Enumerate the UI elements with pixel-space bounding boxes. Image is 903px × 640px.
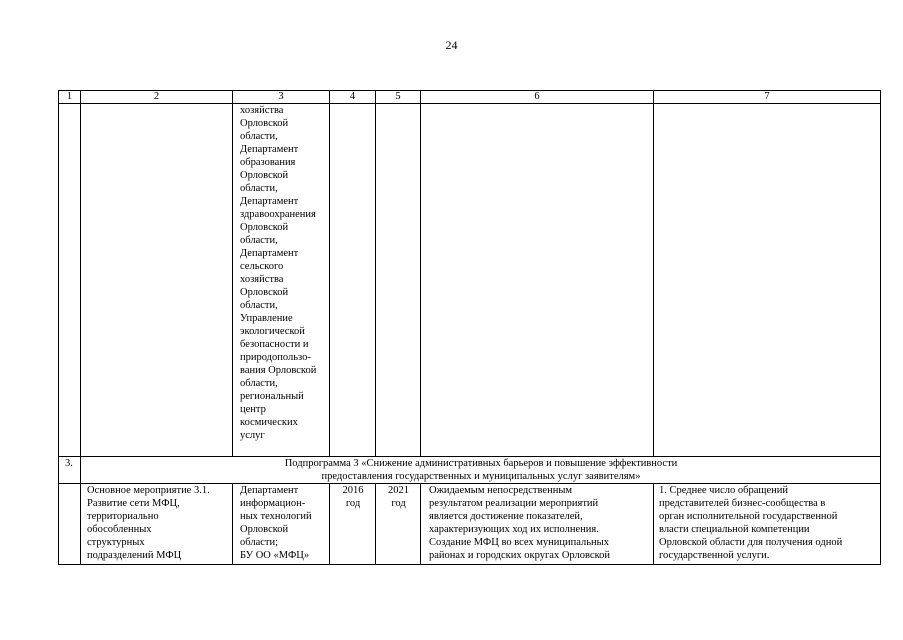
column-header-1: 1	[59, 91, 81, 104]
executor-line: хозяйства	[240, 105, 284, 116]
subprogram-title-line-2: предоставления государственных и муниципальных услуг заявителям»	[321, 471, 641, 482]
column-header-6: 6	[421, 91, 654, 104]
executor-line: Управление	[240, 313, 293, 324]
cont-cell-6	[421, 104, 654, 457]
activity-row	[59, 484, 881, 565]
executor-line: области,	[240, 300, 278, 311]
activity-end-year: 2021 год	[376, 484, 421, 565]
page-number: 24	[445, 38, 458, 52]
executor-line: безопасности и	[240, 339, 309, 350]
subprogram-title	[81, 457, 881, 484]
column-header-2: 2	[81, 91, 233, 104]
executor-line: экологической	[240, 326, 305, 337]
executor-line: здравоохранения	[240, 209, 316, 220]
column-header-4: 4	[330, 91, 376, 104]
executor-line: Департамент	[240, 248, 299, 259]
executor-line: области,	[240, 183, 278, 194]
activity-indicators: 1. Среднее число обращений представителей бизнес-сообщества в орган исполнительной государственной власти специальной компетенции Орловской области для получения одной государственной услуги.	[654, 484, 881, 565]
column-header-7: 7	[654, 91, 881, 104]
activity-name: Основное мероприятие 3.1. Развитие сети МФЦ, территориально обособленных структурных подразделений МФЦ	[81, 484, 233, 565]
executor-line: космических	[240, 417, 298, 428]
subprogram-number: 3.	[59, 457, 81, 484]
executor-line: природопользо-	[240, 352, 311, 363]
executor-line: Департамент	[240, 196, 299, 207]
executor-line: Орловской	[240, 222, 289, 233]
executor-line: области,	[240, 131, 278, 142]
cont-cell-4	[330, 104, 376, 457]
cont-cell-1	[59, 104, 81, 457]
subprogram-row	[59, 457, 881, 484]
executor-line: Орловской	[240, 170, 289, 181]
cont-cell-5	[376, 104, 421, 457]
executor-line: области,	[240, 235, 278, 246]
executor-line: сельского	[240, 261, 284, 272]
executor-line: Орловской	[240, 287, 289, 298]
activity-start-year: 2016 год	[330, 484, 376, 565]
executor-line: Орловской	[240, 118, 289, 129]
program-table	[58, 90, 881, 565]
column-number-row	[59, 91, 881, 104]
executor-line: центр	[240, 404, 266, 415]
executor-line: Департамент	[240, 144, 299, 155]
executor-line: региональный	[240, 391, 304, 402]
activity-expected-result: Ожидаемым непосредственным результатом реализации мероприятий является достижение показателей, характеризующих ход их исполнения. Создание МФЦ во всех муниципальных районах и городских округах Орловской	[421, 484, 654, 565]
executor-line: хозяйства	[240, 274, 284, 285]
cont-cell-2	[81, 104, 233, 457]
subprogram-title-line-1: Подпрограмма 3 «Снижение административных барьеров и повышение эффективности	[284, 458, 678, 469]
executor-line: вания Орловской	[240, 365, 317, 376]
activity-executors: Департамент информацион- ных технологий Орловской области; БУ ОО «МФЦ»	[233, 484, 330, 565]
continuation-row	[59, 104, 881, 457]
cont-cell-7	[654, 104, 881, 457]
executor-line: услуг	[240, 430, 265, 441]
activity-cell-1	[59, 484, 81, 565]
executor-line: образования	[240, 157, 296, 168]
column-header-5: 5	[376, 91, 421, 104]
column-header-3: 3	[233, 91, 330, 104]
executor-line: области,	[240, 378, 278, 389]
executors-list-cell	[233, 104, 330, 457]
